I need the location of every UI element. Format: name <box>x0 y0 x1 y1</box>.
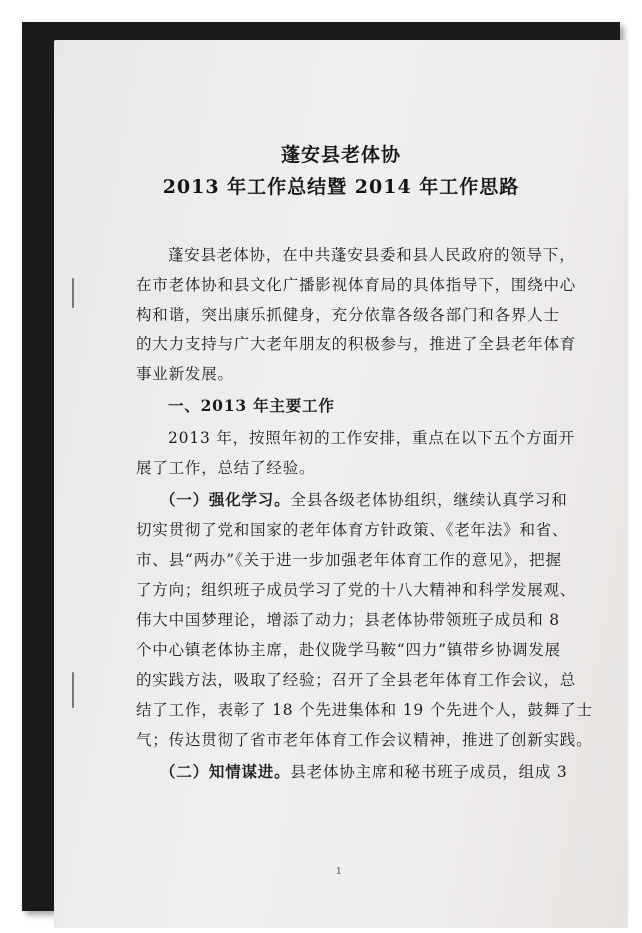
staple-mark <box>72 278 74 308</box>
paragraph-line: 市、县“两办”《关于进一步加强老年体育工作的意见》，把握 <box>136 551 562 569</box>
paragraph-line: 伟大中国梦理论，增添了动力；县老体协带领班子成员和 8 <box>136 611 560 629</box>
photo-frame <box>22 22 620 911</box>
paragraph-line: 蓬安县老体协，在中共蓬安县委和县人民政府的领导下， <box>168 246 576 264</box>
item-text: 县老体协主席和秘书班子成员，组成 3 <box>290 763 568 781</box>
paragraph-line: 2013 年，按照年初的工作安排，重点在以下五个方面开 <box>168 429 575 447</box>
paragraph-line: 结了工作，表彰了 18 个先进集体和 19 个先进个人，鼓舞了士 <box>136 701 593 719</box>
page-number: 1 <box>336 867 342 877</box>
paragraph-line: 构和谐，突出康乐抓健身，充分依靠各级各部门和各界人士 <box>136 306 560 324</box>
document-title: 蓬安县老体协 <box>280 144 401 166</box>
paragraph-line: 的大力支持与广大老年朋友的积极参与，推进了全县老年体育 <box>136 335 577 353</box>
paragraph-line: 展了工作，总结了经验。 <box>136 459 316 477</box>
item-label: （一）强化学习。 <box>160 490 291 509</box>
section-heading: 一、2013 年主要工作 <box>168 396 335 415</box>
paragraph-line: 个中心镇老体协主席，赴仪陇学马鞍“四力”镇带乡协调发展 <box>136 641 561 659</box>
paragraph-line: 在市老体协和县文化广播影视体育局的具体指导下，围绕中心 <box>136 276 577 294</box>
paragraph-line: 切实贯彻了党和国家的老年体育方针政策、《老年法》和省、 <box>136 521 569 539</box>
item-label: （二）知情谋进。 <box>160 762 291 781</box>
paragraph-line: 气；传达贯彻了省市老年体育工作会议精神，推进了创新实践。 <box>136 731 593 749</box>
staple-mark <box>72 672 74 708</box>
document-page <box>54 40 628 928</box>
paragraph-line: 事业新发展。 <box>136 365 234 383</box>
paragraph-line: 了方向；组织班子成员学习了党的十八大精神和科学发展观、 <box>136 581 577 599</box>
item-text: 全县各级老体协组织，继续认真学习和 <box>290 491 568 509</box>
paragraph-line: 的实践方法，吸取了经验；召开了全县老年体育工作会议，总 <box>136 671 577 689</box>
document-subtitle: 2013 年工作总结暨 2014 年工作思路 <box>162 176 520 198</box>
paragraph-line <box>160 488 568 510</box>
paragraph-line <box>160 760 568 782</box>
